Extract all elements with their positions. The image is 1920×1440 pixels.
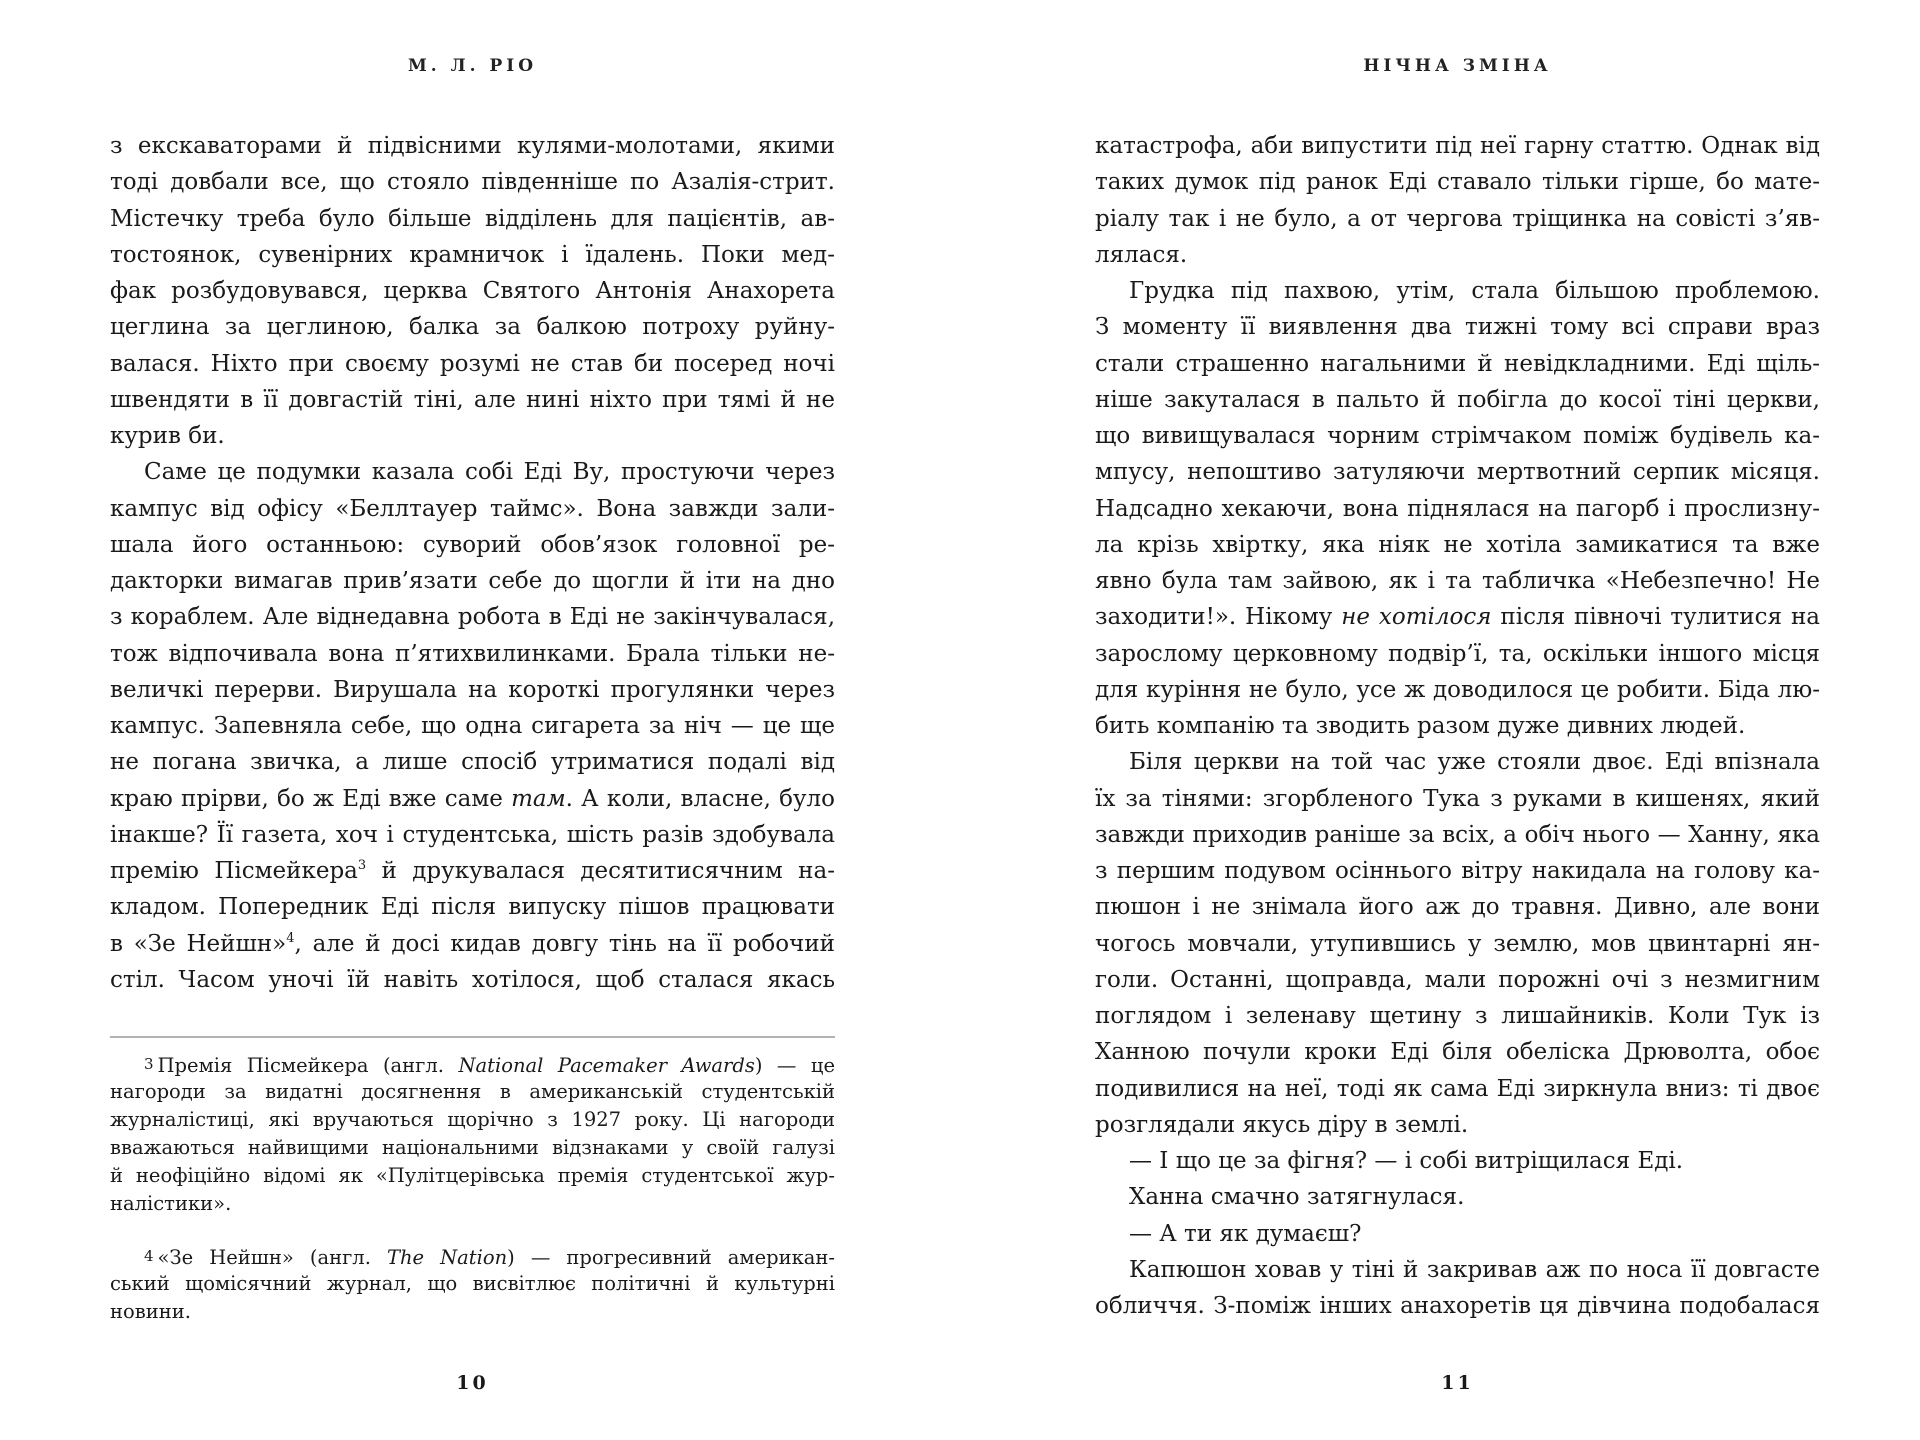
line-text: стіл. Часом уночі їй навіть хотілося, щоб сталася якась (110, 966, 835, 993)
line-text: стали страшенно нагальними й невідкладними. Еді щіль- (1095, 350, 1820, 377)
line-text: Ханна смачно затягнулася. (1129, 1184, 1465, 1211)
line-text: й неофіційно відомі як «Пулітцерівська премія студентської жур- (110, 1164, 835, 1187)
line-text: краю прірви, бо ж Еді вже саме (110, 785, 512, 812)
line-text: явно була там зайвою, як і та табличка «Небезпечно! Не (1095, 568, 1820, 594)
line-text: кампус. Запевняла себе, що одна сигарета за ніч — це ще (110, 713, 835, 739)
text-line (110, 454, 835, 490)
line-text: ла крізь хвіртку, яка ніяк не хотіла замикатися та вже (1095, 531, 1820, 558)
text-line (1095, 926, 1820, 962)
line-text: величкі перерви. Вирушала на короткі прогулянки через (110, 676, 835, 703)
line-text: Капюшон ховав у тіні й закривав аж по носа її довгасте (1129, 1256, 1820, 1283)
text-line (1095, 708, 1820, 744)
line-text: . А коли, власне, було (565, 785, 835, 812)
footnote-ref: 4 (286, 930, 295, 946)
footnote-line (110, 1242, 835, 1270)
text-line (1095, 1071, 1820, 1107)
text-line (110, 418, 835, 454)
line-text: журналістиці, які вручаються щорічно з 1927 року. Ці нагороди (110, 1108, 835, 1131)
line-text: поглядом і зеленаву щетину з лишайників. Коли Тук із (1095, 1003, 1820, 1029)
line-text: голи. Останні, щоправда, мали порожні очі з незмигним (1095, 966, 1820, 993)
line-text: тоді довбали все, що стояло південніше по Азалія-стрит. (110, 169, 835, 196)
text-line (110, 527, 835, 563)
text-line (110, 128, 835, 164)
footnote (110, 1050, 835, 1218)
text-line (110, 273, 835, 309)
text-line (1095, 672, 1820, 708)
line-text: ніше закуталася в пальто й побігла до косої тіні церкви, (1095, 386, 1820, 413)
line-text: катастрофа, аби випустити під неї гарну статтю. Однак від (1095, 133, 1820, 159)
text-line (110, 708, 835, 744)
text-line (1095, 527, 1820, 563)
line-text: ський щомісячний журнал, що висвітлює політичні й культурні (110, 1272, 835, 1295)
line-text: для куріння не було, усе ж доводилося це робити. Біда лю- (1095, 676, 1820, 703)
text-line (1095, 346, 1820, 382)
text-line (1095, 599, 1820, 635)
text-line (1095, 128, 1820, 164)
text-line (1095, 1143, 1820, 1179)
text-line (1095, 962, 1820, 998)
line-text: налістики». (110, 1192, 232, 1215)
footnote (110, 1242, 835, 1326)
text-line (110, 817, 835, 853)
line-text: не погана звичка, а лише спосіб утриматися подалі від (110, 749, 835, 776)
footnote-ref: 3 (357, 858, 367, 873)
text-line (1095, 636, 1820, 672)
line-text: мпусу, непоштиво затуляючи мертвотний серпик місяця. (1095, 459, 1820, 486)
text-line (110, 346, 835, 382)
line-text: курив би. (110, 423, 225, 449)
text-line (1095, 889, 1820, 925)
text-line (110, 382, 835, 418)
line-text: інакше? Її газета, хоч і студентська, шість разів здобувала (110, 821, 835, 848)
line-text: нагороди за видатні досягнення в американській студентській (110, 1080, 835, 1103)
line-text: премію Пісмейкера (110, 858, 358, 884)
text-line (1095, 418, 1820, 454)
line-text: новини. (110, 1300, 191, 1323)
text-line (1095, 1252, 1820, 1288)
text-line (110, 889, 835, 925)
line-text: з кораблем. Але віднедавна робота в Еді не закінчувалася, (110, 604, 835, 631)
text-line (1095, 309, 1820, 345)
footnote-line (110, 1078, 835, 1106)
emphasis-text: не хотілося (1341, 604, 1492, 631)
line-text: тож відпочивала вона п’ятихвилинками. Брала тільки не- (110, 640, 835, 667)
left-body-text (110, 128, 835, 998)
text-line (1095, 1288, 1820, 1324)
text-line (1095, 454, 1820, 490)
footnotes (110, 1050, 835, 1350)
text-line (1095, 1179, 1820, 1215)
footnote-line (110, 1050, 835, 1078)
line-text: фак розбудовувався, церква Святого Антонія Анахорета (110, 278, 835, 304)
text-line (110, 636, 835, 672)
line-text: Премія Пісмейкера (англ. (157, 1054, 459, 1077)
emphasis-text: The Nation (386, 1246, 508, 1269)
footnote-divider (110, 1036, 835, 1038)
text-line (110, 491, 835, 527)
running-head-author: М. Л. РІО (407, 56, 538, 76)
line-text: Містечку треба було більше відділень для пацієнтів, ав- (110, 205, 835, 232)
page-number: 10 (456, 1372, 489, 1394)
text-line (1095, 491, 1820, 527)
line-text: бить компанію та зводить разом дуже дивних людей. (1095, 713, 1746, 739)
footnote-line (110, 1106, 835, 1134)
text-line (110, 309, 835, 345)
emphasis-text: там (511, 785, 566, 812)
line-text: обличчя. З-поміж інших анахоретів ця дівчина подобалася (1095, 1293, 1820, 1319)
line-text: з екскаваторами й підвісними кулями-молотами, якими (110, 133, 835, 159)
line-text: ) — це (754, 1054, 835, 1077)
line-text: вважаються найвищими національними відзнаками у своїй галузі (110, 1136, 835, 1159)
text-line (110, 962, 835, 998)
text-line (110, 164, 835, 200)
emphasis-text: National Pacemaker Awards (458, 1054, 755, 1077)
text-line (1095, 744, 1820, 780)
text-line (110, 781, 835, 817)
text-line (1095, 817, 1820, 853)
text-line (110, 672, 835, 708)
text-line (110, 744, 835, 780)
line-text: валася. Ніхто при своєму розумі не став би посеред ночі (110, 350, 835, 377)
footnote-number: 3 (144, 1055, 154, 1073)
line-text: чогось мовчали, утупившись у землю, мов цвинтарні ян- (1095, 930, 1820, 957)
line-text: заходити!». Нікому (1095, 604, 1342, 631)
footnote-number: 4 (144, 1247, 154, 1265)
text-line (1095, 164, 1820, 200)
right-body-text (1095, 128, 1820, 1324)
line-text: Грудка під пахвою, утім, стала більшою проблемою. (1129, 278, 1820, 304)
text-line (1095, 237, 1820, 273)
line-text: шала його останньою: суворий обов’язок головної ре- (110, 531, 835, 558)
line-text: кладом. Попередник Еді після випуску пішов працювати (110, 894, 835, 921)
line-text: , але й досі кидав довгу тінь на її робочий (294, 930, 835, 957)
text-line (1095, 201, 1820, 237)
line-text: «Зе Нейшн» (англ. (157, 1246, 387, 1269)
line-text: завжди приходив раніше за всіх, а обіч нього — Ханну, яка (1095, 821, 1820, 848)
text-line (110, 237, 835, 273)
line-text: ріалу так і не було, а от чергова тріщинка на совісті з’яв- (1095, 205, 1820, 232)
text-line (1095, 853, 1820, 889)
line-text: тостоянок, сувенірних крамничок і їдалень. Поки мед- (110, 241, 835, 268)
footnote-line (110, 1190, 835, 1218)
line-text: швендяти в її довгастій тіні, але нині ніхто при тямі й не (110, 386, 835, 413)
text-line (1095, 781, 1820, 817)
line-text: їх за тінями: згорбленого Тука з руками в кишенях, який (1095, 785, 1820, 812)
line-text: кампус від офісу «Беллтауер таймс». Вона завжди зали- (110, 495, 835, 522)
page-number: 11 (1441, 1372, 1474, 1394)
line-text: що вивищувалася чорним стрімчаком поміж будівель ка- (1095, 423, 1820, 449)
line-text: цеглина за цеглиною, балка за балкою потроху руйну- (110, 314, 835, 341)
line-text: ) — прогресивний американ- (507, 1246, 835, 1269)
text-line (1095, 998, 1820, 1034)
text-line (1095, 1034, 1820, 1070)
line-text: в «Зе Нейшн» (110, 930, 287, 957)
line-text: Ханною почули кроки Еді біля обеліска Дрюволта, обоє (1095, 1039, 1820, 1066)
text-line (1095, 563, 1820, 599)
line-text: лялася. (1095, 241, 1188, 268)
footnote-line (110, 1134, 835, 1162)
text-line (110, 563, 835, 599)
line-text: Саме це подумки казала собі Еді Ву, простуючи через (144, 459, 835, 486)
text-line (110, 926, 835, 962)
footnote-line (110, 1298, 835, 1326)
text-line (1095, 273, 1820, 309)
line-text: подивилися на неї, тоді як сама Еді зиркнула вниз: ті двоє (1095, 1075, 1820, 1102)
line-text: — А ти як думаєш? (1129, 1220, 1362, 1247)
line-text: зарослому церковному подвір’ї, та, оскільки іншого місця (1095, 640, 1820, 667)
text-line (1095, 382, 1820, 418)
text-line (110, 201, 835, 237)
footnote-line (110, 1162, 835, 1190)
line-text: після півночі тулитися на (1491, 604, 1820, 631)
footnote-line (110, 1270, 835, 1298)
line-text: Надсадно хекаючи, вона піднялася на пагорб і прослизну- (1095, 495, 1820, 522)
right-page (960, 0, 1920, 1440)
line-text: — І що це за фігня? — і собі витріщилася Еді. (1129, 1148, 1684, 1174)
line-text: й друкувалася десятитисячним на- (366, 858, 835, 884)
text-line (1095, 1107, 1820, 1143)
running-head-title: НІЧНА ЗМІНА (1363, 56, 1552, 76)
text-line (110, 853, 835, 889)
line-text: розглядали якусь діру в землі. (1095, 1111, 1469, 1138)
line-text: Біля церкви на той час уже стояли двоє. Еді впізнала (1129, 749, 1820, 776)
line-text: з першим подувом осіннього вітру накидала на голову ка- (1095, 858, 1820, 884)
text-line (110, 599, 835, 635)
text-line (1095, 1216, 1820, 1252)
line-text: пюшон і не знімала його аж до травня. Дивно, але вони (1095, 894, 1820, 921)
line-text: таких думок під ранок Еді ставало тільки гірше, бо мате- (1095, 169, 1820, 196)
line-text: дакторки вимагав прив’язати себе до щогли й іти на дно (110, 568, 835, 594)
line-text: З моменту її виявлення два тижні тому всі справи враз (1095, 314, 1820, 341)
